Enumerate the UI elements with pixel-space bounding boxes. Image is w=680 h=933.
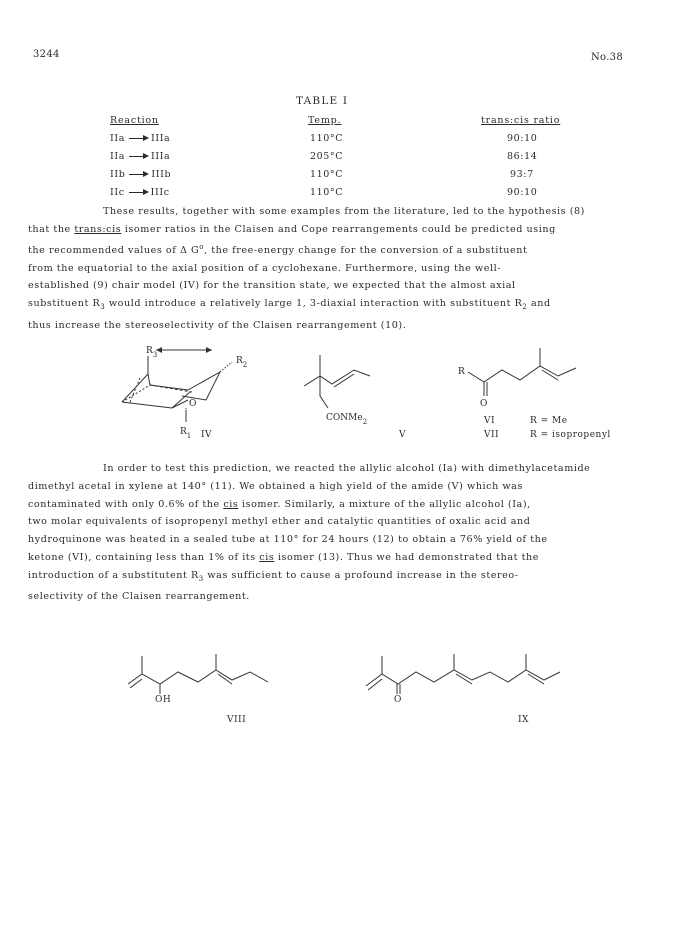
italic-term: cis xyxy=(259,551,275,563)
table-row xyxy=(110,133,170,144)
legend-vi-def: R = Me xyxy=(530,416,568,426)
arrowhead-right-icon xyxy=(206,347,212,353)
label-viii: VIII xyxy=(227,715,247,725)
text-line: established (9) chair model (IV) for the transition state, we expected that the almost axial xyxy=(28,280,516,292)
italic-term: cis xyxy=(223,498,239,510)
ix-double-bond-1 xyxy=(368,679,382,690)
r-label: R xyxy=(458,367,465,377)
r3-label: $R_3$ xyxy=(146,346,158,359)
reaction-to: IIIa xyxy=(150,133,171,144)
text-line xyxy=(28,496,625,514)
chair-bond-dashed xyxy=(150,385,192,392)
subscript: 3 xyxy=(100,303,106,312)
text-line xyxy=(28,221,625,239)
text-span: isomer (13). Thus we had demonstrated that the xyxy=(274,551,539,563)
chair-bond-dashed-left xyxy=(130,378,140,402)
ratio-cell: 93:7 xyxy=(510,169,534,180)
text-line xyxy=(28,295,625,317)
reaction-arrow-icon xyxy=(129,138,147,139)
text-span: contaminated with only 0.6% of the xyxy=(28,498,224,510)
temp-cell: 110°C xyxy=(310,133,344,144)
text-span: isomer. Similarly, a mixture of the allylic alcohol (Ia), xyxy=(238,498,531,510)
paragraph-experiment xyxy=(28,460,625,606)
structure-ix xyxy=(360,650,580,710)
table-row xyxy=(110,151,170,162)
viii-double-bond-1 xyxy=(130,679,142,688)
text-span: isomer ratios in the Claisen and Cope rearrangements could be predicted using xyxy=(121,223,556,235)
text-line: In order to test this prediction, we reacted the allylic alcohol (Ia) with dimethylacetamide xyxy=(103,463,591,474)
temp-cell: 205°C xyxy=(310,151,344,162)
oxygen-label: O xyxy=(189,399,197,409)
subscript: 3 xyxy=(198,574,204,583)
reaction-arrow-icon xyxy=(129,156,147,157)
reaction-to: IIIa xyxy=(150,151,171,162)
reaction-from: IIa xyxy=(110,151,125,162)
text-line xyxy=(28,567,625,589)
ratio-cell: 90:10 xyxy=(507,187,538,198)
table-title: TABLE I xyxy=(296,95,349,107)
subscript: 2 xyxy=(522,303,528,312)
text-line xyxy=(28,549,625,567)
paragraph-hypothesis xyxy=(28,203,625,335)
col-header-ratio: trans:cis ratio xyxy=(481,115,561,126)
text-span: that the xyxy=(28,223,75,235)
label-v: V xyxy=(399,430,406,440)
text-line: hydroquinone was heated in a sealed tube at 110° for 24 hours (12) to obtain a 76% yield of the xyxy=(28,534,548,546)
page-number: 3244 xyxy=(33,49,60,60)
table-row xyxy=(110,169,171,180)
structure-iv-chair xyxy=(110,340,260,450)
text-span: would introduce a relatively large 1, 3-diaxial interaction with substituent R xyxy=(105,298,523,310)
legend-vii-def: R = isopropenyl xyxy=(530,430,611,440)
r2-label: $R_2$ xyxy=(236,356,248,369)
text-line xyxy=(28,239,625,260)
bond-r2-hashed xyxy=(220,362,232,372)
reaction-from: IIb xyxy=(110,169,126,180)
text-line: from the equatorial to the axial position of a cyclohexane. Furthermore, using the well- xyxy=(28,262,501,274)
oxygen-label: O xyxy=(480,399,488,409)
structure-viii xyxy=(120,650,280,710)
reaction-arrow-icon xyxy=(129,174,147,175)
ratio-cell: 86:14 xyxy=(507,151,538,162)
label-ix: IX xyxy=(518,715,529,725)
label-iv: IV xyxy=(201,430,213,440)
italic-term: trans:cis xyxy=(74,223,122,235)
v-chain-top xyxy=(304,370,370,386)
text-span: introduction of a substitutent R xyxy=(28,569,199,581)
temp-cell: 110°C xyxy=(310,169,344,180)
superscript: o xyxy=(199,242,205,251)
table-row xyxy=(110,187,170,198)
oh-label: OH xyxy=(155,695,172,705)
ratio-cell: 90:10 xyxy=(507,133,538,144)
reaction-from: IIc xyxy=(110,187,125,198)
text-span: was sufficient to cause a profound increase in the stereo- xyxy=(203,569,519,581)
chair-bond-front xyxy=(122,402,172,408)
structure-v xyxy=(298,350,398,430)
text-line: thus increase the stereoselectivity of the Claisen rearrangement (10). xyxy=(28,319,407,331)
structure-vi-vii xyxy=(450,340,620,410)
text-line: dimethyl acetal in xylene at 140° (11). We obtained a high yield of the amide (V) which was xyxy=(28,480,523,492)
legend-vii-label: VII xyxy=(484,430,500,440)
col-header-temp: Temp. xyxy=(308,115,342,126)
text-span: and xyxy=(527,298,551,310)
temp-cell: 110°C xyxy=(310,187,344,198)
text-line: These results, together with some examples from the literature, led to the hypothesis (8) xyxy=(103,206,585,217)
vi-chain xyxy=(468,366,576,382)
conme2-label: CONMe$_2$ xyxy=(326,413,368,426)
delta-g-symbol: Δ G xyxy=(179,244,200,256)
viii-chain xyxy=(128,670,268,684)
reaction-arrow-icon xyxy=(129,192,147,193)
text-line: selectivity of the Claisen rearrangement. xyxy=(28,591,250,603)
reaction-from: IIa xyxy=(110,133,125,144)
reaction-to: IIIb xyxy=(151,169,172,180)
r1-label: $R_1$ xyxy=(180,427,192,440)
text-span: the recommended values of xyxy=(28,244,180,256)
reaction-to: IIIc xyxy=(150,187,170,198)
oxygen-label: O xyxy=(394,695,402,705)
text-span: substituent R xyxy=(28,298,101,310)
issue-number: No.38 xyxy=(591,52,623,63)
text-span: , the free-energy change for the conversion of a substituent xyxy=(204,244,528,256)
legend-vi-label: VI xyxy=(484,416,496,426)
col-header-reaction: Reaction xyxy=(110,115,159,126)
text-line: two molar equivalents of isopropenyl methyl ether and catalytic quantities of oxalic acid and xyxy=(28,516,531,528)
text-span: ketone (VI), containing less than 1% of its xyxy=(28,551,260,563)
